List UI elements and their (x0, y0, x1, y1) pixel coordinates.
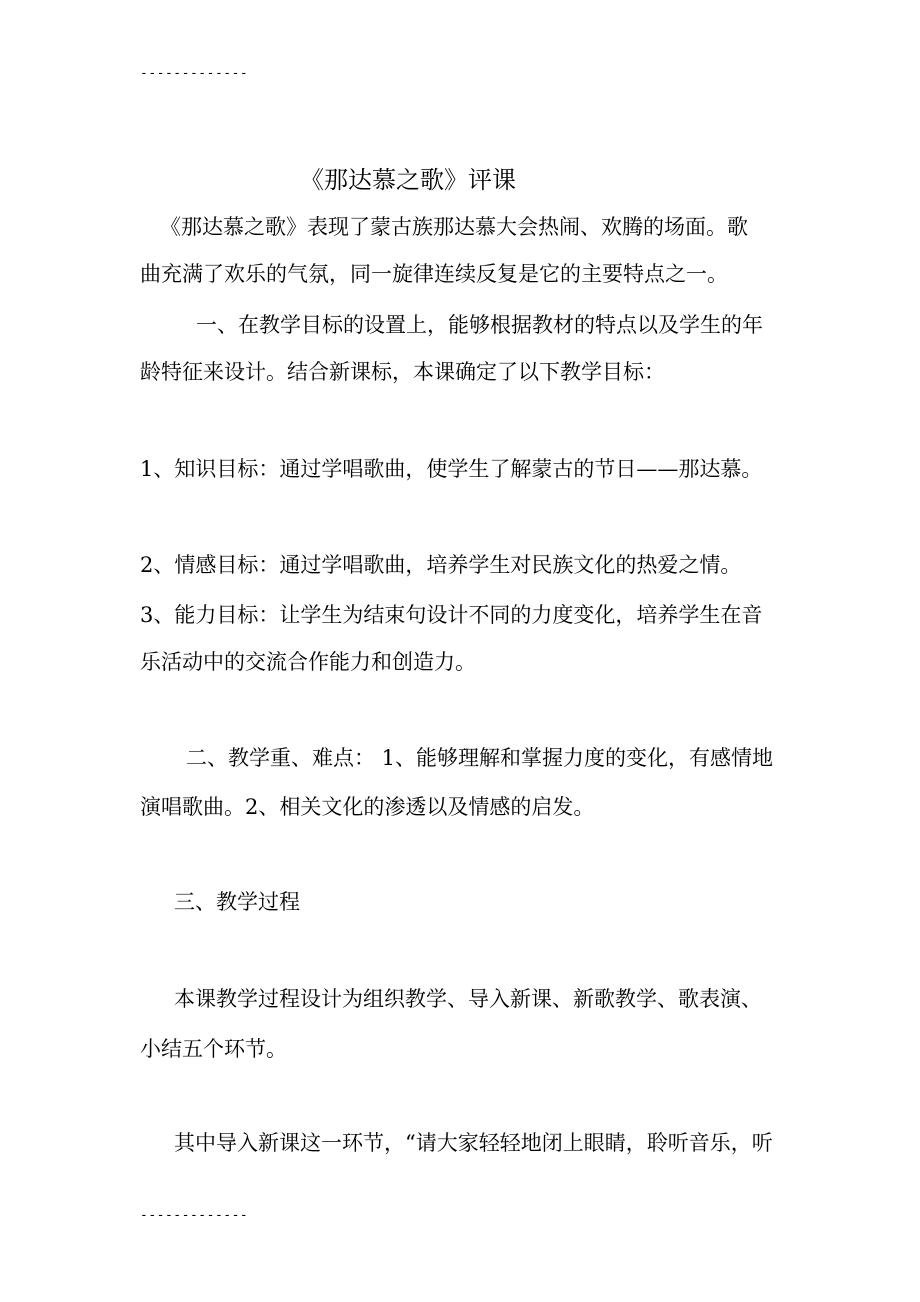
intro-line-2: 曲充满了欢乐的气氛，同一旋律连续反复是它的主要特点之一。 (140, 262, 728, 286)
process-line-2: 小结五个环节。 (140, 1037, 287, 1061)
goal-knowledge: 1、知识目标：通过学唱歌曲，使学生了解蒙古的节日——那达慕。 (140, 457, 763, 481)
footer-rule: ------------- (140, 1208, 249, 1223)
section1-line-2: 龄特征来设计。结合新课标，本课确定了以下教学目标： (140, 360, 665, 384)
section3-heading: 三、教学过程 (174, 890, 300, 914)
intro-new-lesson-line: 其中导入新课这一环节，“请大家轻轻地闭上眼睛，聆听音乐，听 (174, 1131, 773, 1155)
goal-ability-line-1: 3、能力目标：让学生为结束句设计不同的力度变化，培养学生在音 (140, 603, 763, 627)
section2-line-1: 二、教学重、难点： 1、能够理解和掌握力度的变化，有感情地 (186, 746, 774, 770)
header-rule: ------------- (140, 66, 249, 81)
process-line-1: 本课教学过程设计为组织教学、导入新课、新歌教学、歌表演、 (174, 987, 762, 1011)
goal-ability-line-2: 乐活动中的交流合作能力和创造力。 (140, 650, 476, 674)
document-title: 《那达慕之歌》评课 (300, 166, 516, 194)
goal-emotion: 2、情感目标：通过学唱歌曲，培养学生对民族文化的热爱之情。 (140, 553, 742, 577)
section2-line-2: 演唱歌曲。2、相关文化的渗透以及情感的启发。 (140, 795, 595, 819)
section1-line-1: 一、在教学目标的设置上，能够根据教材的特点以及学生的年 (196, 313, 763, 337)
intro-line-1: 《那达慕之歌》表现了蒙古族那达慕大会热闹、欢腾的场面。歌 (160, 215, 748, 239)
